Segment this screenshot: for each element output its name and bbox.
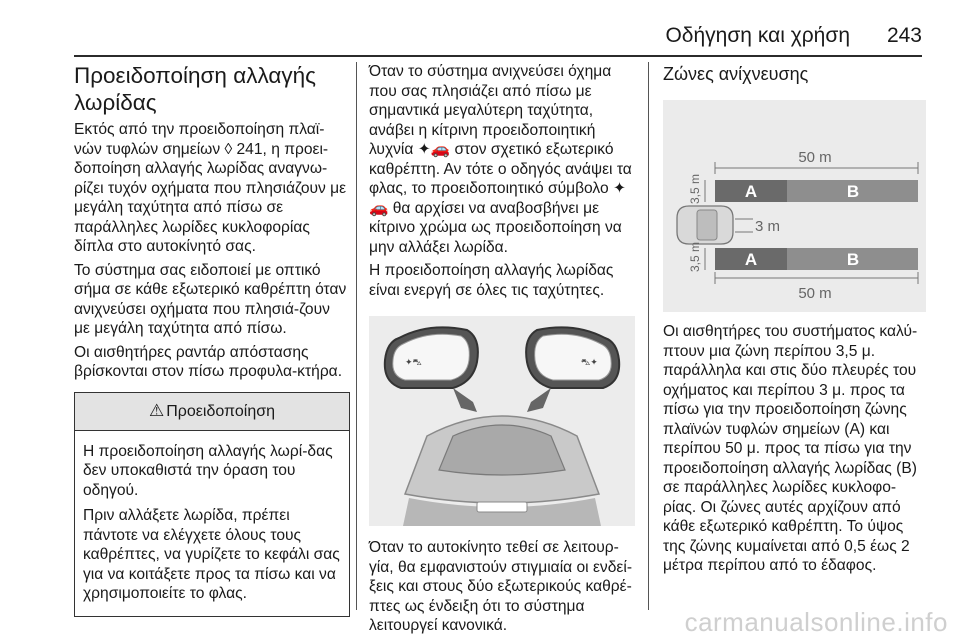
chapter-title: Οδήγηση και χρήση	[665, 24, 850, 47]
warning-body	[75, 431, 349, 616]
column-divider	[648, 62, 649, 610]
watermark: carmanualsonline.info	[684, 607, 948, 637]
column-left	[74, 62, 350, 617]
width-label-bottom: 3,5 m	[688, 241, 702, 272]
detection-zones-diagram	[663, 100, 926, 312]
page-number: 243	[886, 24, 922, 47]
zone-a-label: A	[744, 182, 758, 201]
header-divider	[74, 55, 922, 57]
warning-heading: Προειδοποίηση	[166, 402, 275, 420]
dim-label-top: 50 m	[798, 149, 832, 166]
paragraph: Η προειδοποίηση αλλαγής λωρίδας είναι ενεργή σε όλες τις ταχύτητες.	[369, 262, 614, 299]
warning-box	[74, 392, 350, 617]
column-middle	[369, 62, 635, 640]
paragraph: Οι αισθητήρες ραντάρ απόστασης βρίσκονται στον πίσω προφυλα-κτήρα.	[74, 343, 343, 380]
section-title-lane-change: Προειδοποίηση αλλαγής λωρίδας	[74, 63, 316, 115]
paragraph: Εκτός από την προειδοποίηση πλαϊ-νών τυφλών σημείων ◊ 241, η προει-δοποίηση αλλαγής λωρίδας αναγνω-ρίζει τυχόν οχήματα που πλησιάζουν με μεγάλη ταχύτητα από πίσω σε παράλληλες λωρίδες κυκλοφορίας δίπλα στο αυτοκίνητό σας.	[74, 121, 347, 255]
mirror-warning-symbol-left: ✦⛍	[405, 357, 422, 367]
warning-paragraph: Η προειδοποίηση αλλαγής λωρί-δας δεν υποκαθιστά την όραση του οδηγού.	[83, 442, 333, 499]
warning-header	[75, 393, 349, 431]
section-title-detection-zones: Ζώνες ανίχνευσης	[663, 64, 809, 84]
paragraph: Όταν το αυτοκίνητο τεθεί σε λειτουρ-γία, θα εμφανιστούν στιγμιαία οι ενδεί-ξεις και στους δύο εξωτερικούς καθρέ-πτες ως ένδειξη ότι το σύστημα λειτουργεί κανονικά.	[369, 539, 633, 634]
warning-paragraph: Πριν αλλάξετε λωρίδα, πρέπει πάντοτε να ελέγχετε όλους τους καθρέπτες, να γυρίζετε το κεφάλι σας για να κοιτάξετε προς τα πίσω και να χρησιμοποιείτε το φλας.	[83, 507, 340, 602]
zone-a-label: A	[744, 250, 758, 269]
zone-b-label: B	[846, 250, 860, 269]
width-label-top: 3,5 m	[688, 173, 702, 204]
zone-b-label: B	[846, 182, 860, 201]
paragraph: Το σύστημα σας ειδοποιεί με οπτικό σήμα σε κάθε εξωτερικό καθρέπτη όταν ανιχνεύσει οχήματα που πλησιά-ζουν με μεγάλη ταχύτητα από πίσω.	[74, 261, 347, 337]
page-header	[0, 0, 960, 58]
column-divider	[356, 62, 357, 610]
mirror-illustration	[369, 316, 635, 526]
paragraph: Οι αισθητήρες του συστήματος καλύ-πτουν μια ζώνη περίπου 3,5 μ. παράλληλα και στις δύο πλευρές του οχήματος και περίπου 3 μ. προς τα πίσω για την προειδοποίηση ζώνης πλαϊνών τυφλών σημείων (A) και περίπου 50 μ. προς τα πίσω για την προειδοποίηση αλλαγής λωρίδας (B) σε παράλληλες λωρίδες κυκλοφο-ρίας. Οι ζώνες αυτές αρχίζουν από κάθε εξωτερικό καθρέπτη. Το ύψος της ζώνης κυμαίνεται από 0,5 έως 2 μέτρα περίπου από το έδαφος.	[663, 323, 918, 574]
mirror-warning-symbol-right: ⛍✦	[581, 357, 598, 367]
gap-label: 3 m	[755, 218, 781, 235]
warning-triangle-icon: ⚠	[148, 400, 165, 420]
dim-label-bottom: 50 m	[798, 285, 832, 302]
column-right	[663, 62, 926, 580]
paragraph: Όταν το σύστημα ανιχνεύσει όχημα που σας πλησιάζει από πίσω με σημαντικά μεγαλύτερη ταχύτητα, ανάβει η κίτρινη προειδοποιητική λυχνία ✦🚗 στον σχετικό εξωτερικό καθρέπτη. Αν τότε ο οδηγός ανάψει τα φλας, το προειδοποιητικό σύμβολο ✦🚗 θα αρχίσει να αναβοσβήνει με κίτρινο χρώμα ως προειδοποίηση να μην αλλάξει λωρίδα.	[369, 63, 632, 256]
